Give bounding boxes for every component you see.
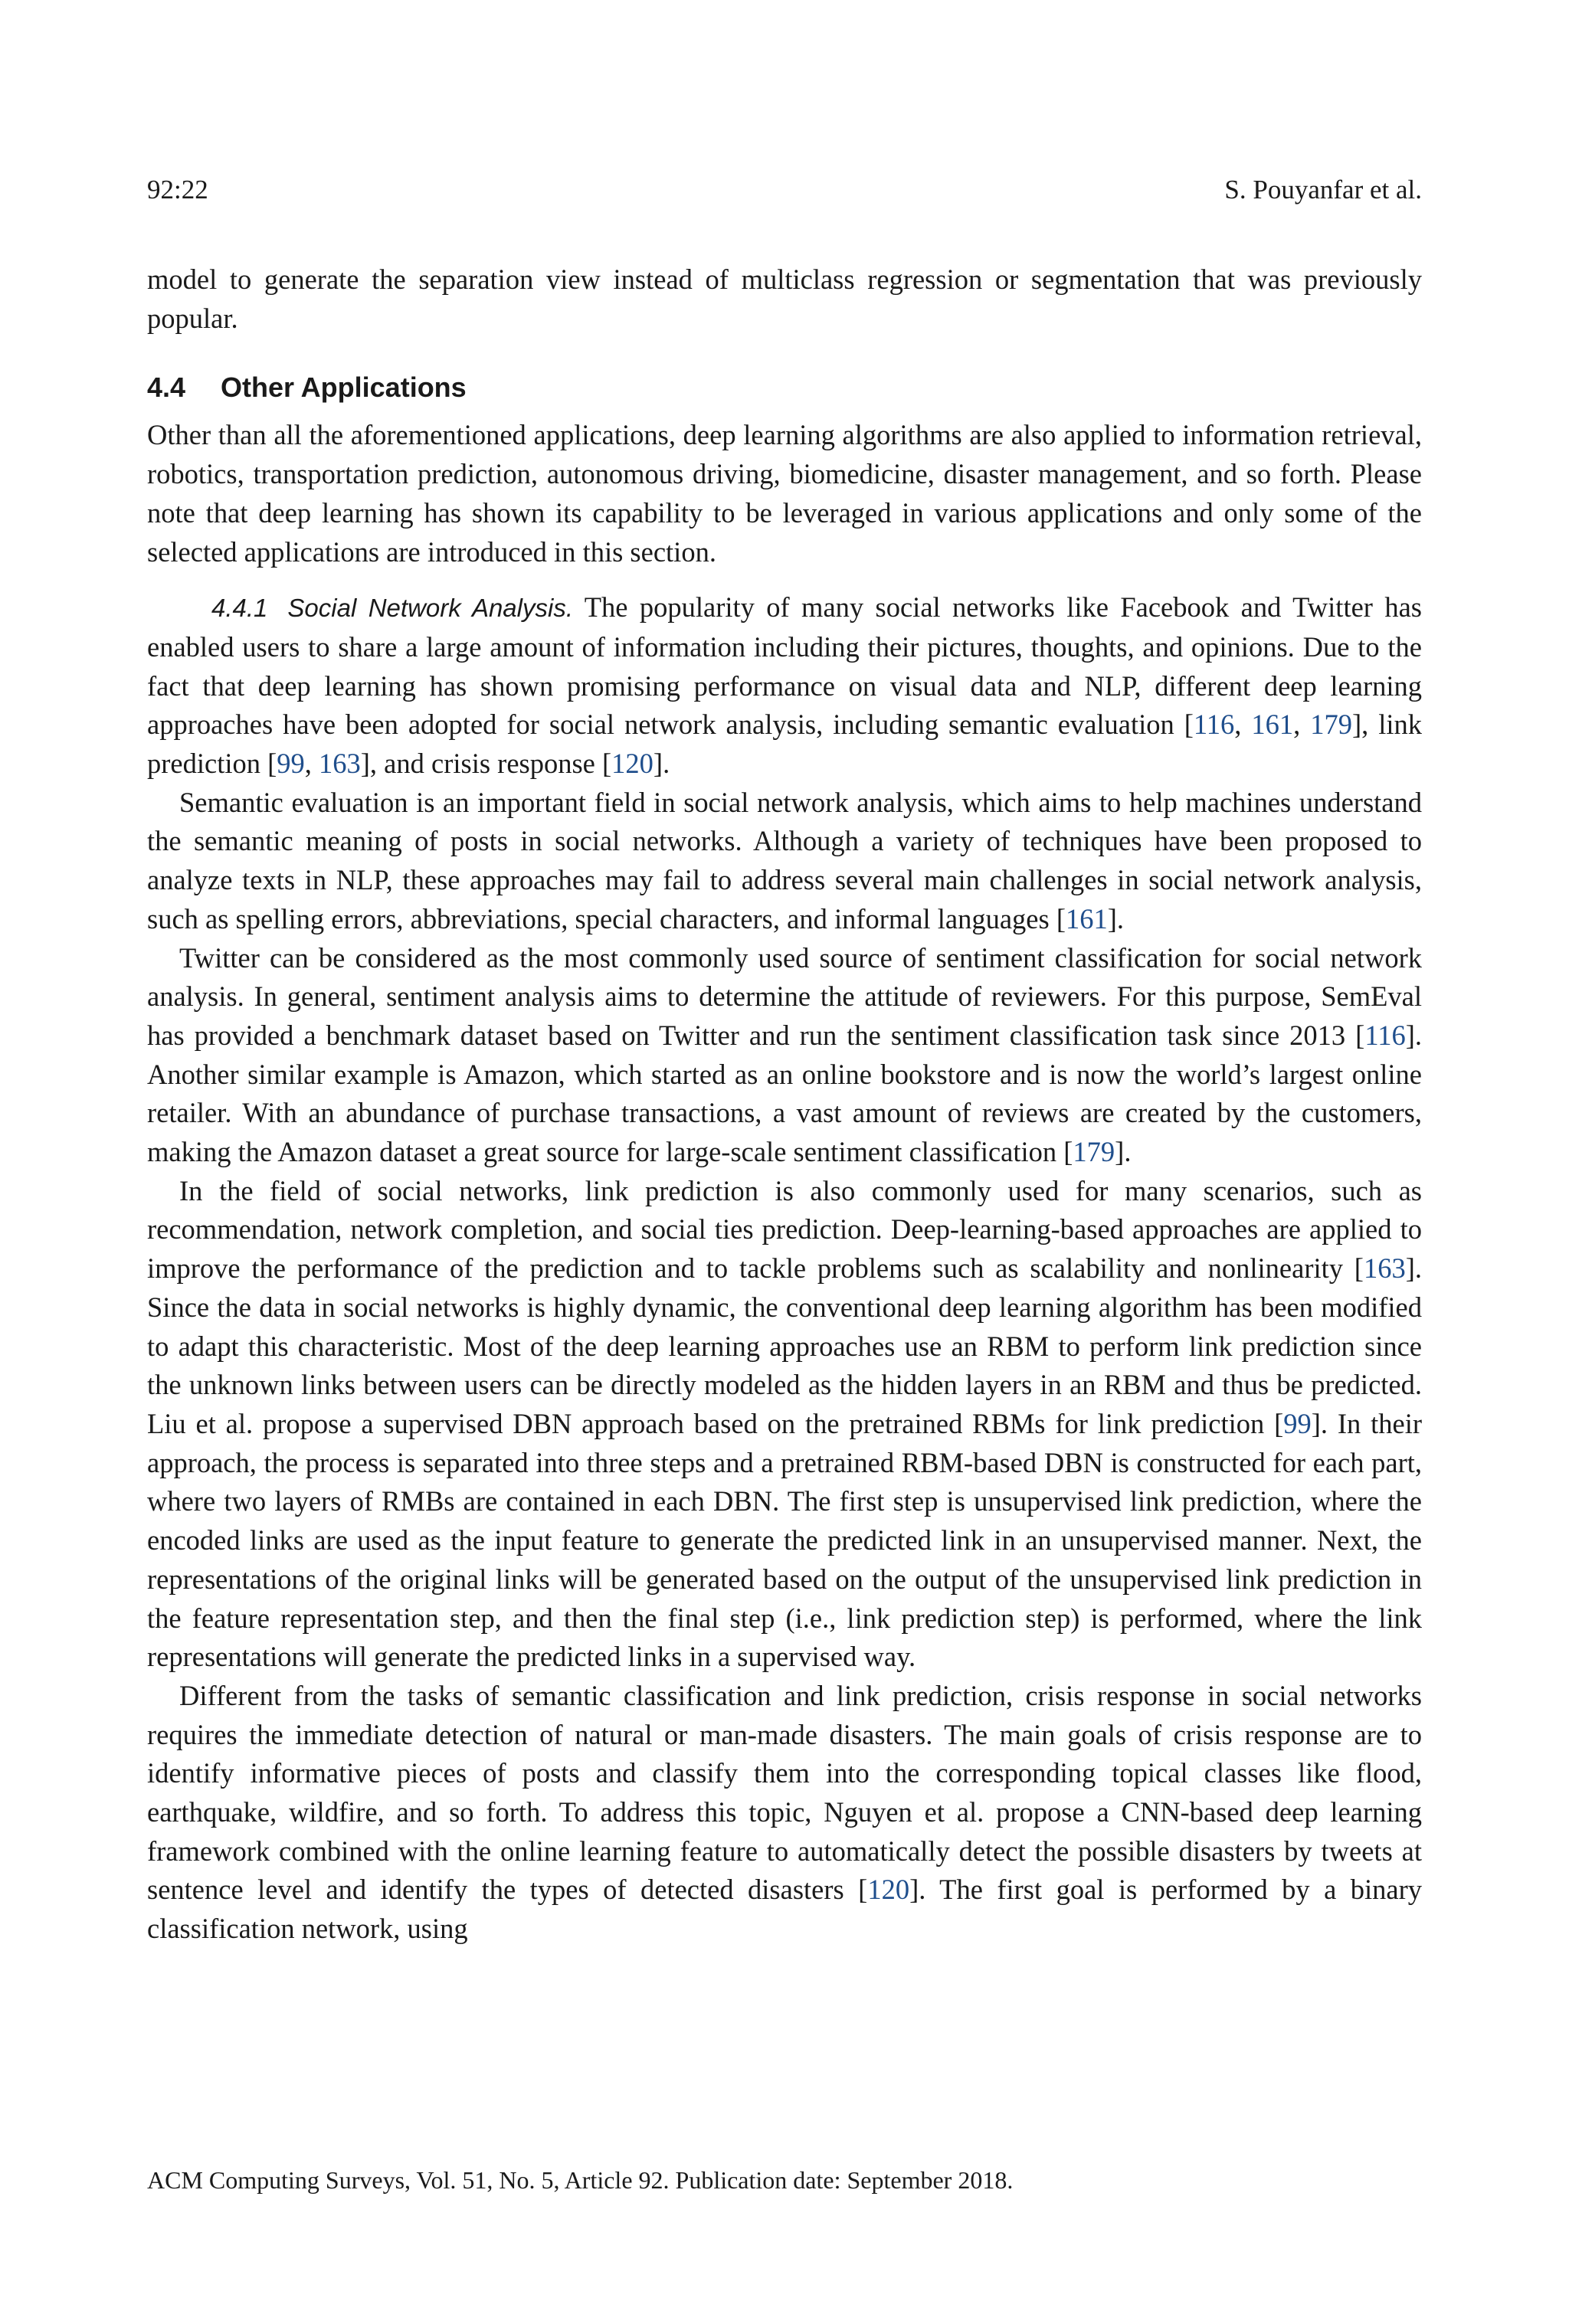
paragraph-continued: model to generate the separation view instead of multiclass regression or segmentation that was previously popular.: [147, 263, 1422, 334]
paragraph-link-prediction: [147, 1172, 1422, 1677]
citation-link[interactable]: 120: [867, 1874, 910, 1906]
citation-separator: ,: [304, 748, 319, 780]
paragraph-semantic-evaluation: [147, 784, 1422, 939]
paragraph-crisis-response: [147, 1677, 1422, 1949]
paragraph-intro: Other than all the aforementioned applications, deep learning algorithms are also applied to information retrieval, robotics, transportation prediction, autonomous driving, biomedicine, disaster management, and so forth. Please note that deep learning has shown its capability to be leveraged in various applications and only some of the selected applications are introduced in this section.: [147, 419, 1422, 568]
paragraph-text: ].: [653, 748, 670, 780]
paragraph-text: ], link prediction [: [147, 709, 1423, 780]
paragraph-text: The popularity of many social networks like Facebook and Twitter has enabled users to share a large amount of information including their pictures, thoughts, and opinions. Due to the fact that deep learning has shown promising performance on visual data and NLP, different deep learning approaches have been adopted for social network analysis, including semantic evaluation [: [147, 591, 1422, 741]
running-authors: S. Pouyanfar et al.: [1224, 175, 1422, 205]
citation-separator: ,: [1234, 709, 1252, 741]
section-number: 4.4: [147, 372, 186, 404]
paragraph-text: ]. The first goal is performed by a binary classification network, using: [147, 1874, 1422, 1945]
page-number: 92:22: [147, 175, 208, 205]
paragraph-text: ]. Since the data in social networks is highly dynamic, the conventional deep learning algorithm has been modified to adapt this characteristic. Most of the deep learning approaches use an RBM to perform link prediction since the unknown links between users can be directly modeled as the hidden layers in an RBM and thus be predicted. Liu et al. propose a supervised DBN approach based on the pretrained RBMs for link prediction [: [147, 1252, 1422, 1439]
section-heading: [147, 368, 1422, 407]
citation-link[interactable]: 116: [1364, 1019, 1406, 1051]
paragraph-text: ].: [1107, 902, 1125, 935]
paragraph-social-network: [147, 588, 1422, 784]
paragraph-text: Twitter can be considered as the most commonly used source of sentiment classification for social network analysis. In general, sentiment analysis aims to determine the attitude of reviewers. For this purpose, SemEval has provided a benchmark dataset based on Twitter and run the sentiment classification task since 2013 [: [147, 941, 1422, 1051]
paragraph-text: Different from the tasks of semantic classification and link prediction, crisis response in social networks requires the immediate detection of natural or man-made disasters. The main goals of crisis response are to identify informative pieces of posts and classify them into the corresponding topical classes like flood, earthquake, wildfire, and so forth. To address this topic, Nguyen et al. propose a CNN-based deep learning framework combined with the online learning feature to automatically detect the possible disasters by tweets at sentence level and identify the types of detected disasters [: [147, 1679, 1422, 1906]
citation-link[interactable]: 120: [611, 748, 653, 780]
paragraph-text: In the field of social networks, link prediction is also commonly used for many scenarios, such as recommendation, network completion, and social ties prediction. Deep-learning-based approaches are applied to improve the performance of the prediction and to tackle problems such as scalability and nonlinearity [: [147, 1174, 1422, 1285]
page-footer: ACM Computing Surveys, Vol. 51, No. 5, Article 92. Publication date: September 2018.: [147, 2166, 1014, 2194]
citation-link[interactable]: 116: [1193, 709, 1235, 741]
citation-link[interactable]: 161: [1251, 709, 1294, 741]
paragraph-text: Semantic evaluation is an important field in social network analysis, which aims to help machines understand the semantic meaning of posts in social networks. Although a variety of techniques have been proposed to analyze texts in NLP, these approaches may fail to address several main challenges in social network analysis, such as spelling errors, abbreviations, special characters, and informal languages [: [147, 786, 1422, 935]
citation-link[interactable]: 99: [277, 748, 305, 780]
citation-separator: ,: [1293, 709, 1311, 741]
paragraph-text: ]. Another similar example is Amazon, which started as an online bookstore and is now the world’s largest online retailer. With an abundance of purchase transactions, a vast amount of reviews are created by the customers, making the Amazon dataset a great source for large-scale sentiment classification [: [147, 1019, 1422, 1168]
subsection-heading: [179, 594, 573, 622]
body-text: [147, 260, 1422, 1949]
citation-link[interactable]: 99: [1283, 1407, 1312, 1439]
paragraph-text: ]. In their approach, the process is separated into three steps and a pretrained RBM-based DBN is constructed for each part, where two layers of RMBs are contained in each DBN. The first step is unsupervised link prediction, where the encoded links are used as the input feature to generate the predicted link in an unsupervised manner. Next, the representations of the original links will be generated based on the output of the unsupervised link prediction in the feature representation step, and then the final step (i.e., link prediction step) is performed, where the link representations will generate the predicted links in a supervised way.: [147, 1407, 1422, 1673]
citation-link[interactable]: 163: [1363, 1252, 1406, 1285]
section-title: Other Applications: [221, 372, 467, 404]
citation-link[interactable]: 179: [1073, 1136, 1115, 1168]
paragraph-twitter-sentiment: [147, 939, 1422, 1172]
paragraph-text: ].: [1115, 1136, 1132, 1168]
citation-link[interactable]: 163: [319, 748, 361, 780]
citation-link[interactable]: 161: [1066, 902, 1108, 935]
subsection-title: Social Network Analysis.: [287, 594, 573, 623]
subsection-number: 4.4.1: [211, 594, 268, 623]
paragraph-text: ], and crisis response [: [360, 748, 612, 780]
citation-link[interactable]: 179: [1310, 709, 1352, 741]
